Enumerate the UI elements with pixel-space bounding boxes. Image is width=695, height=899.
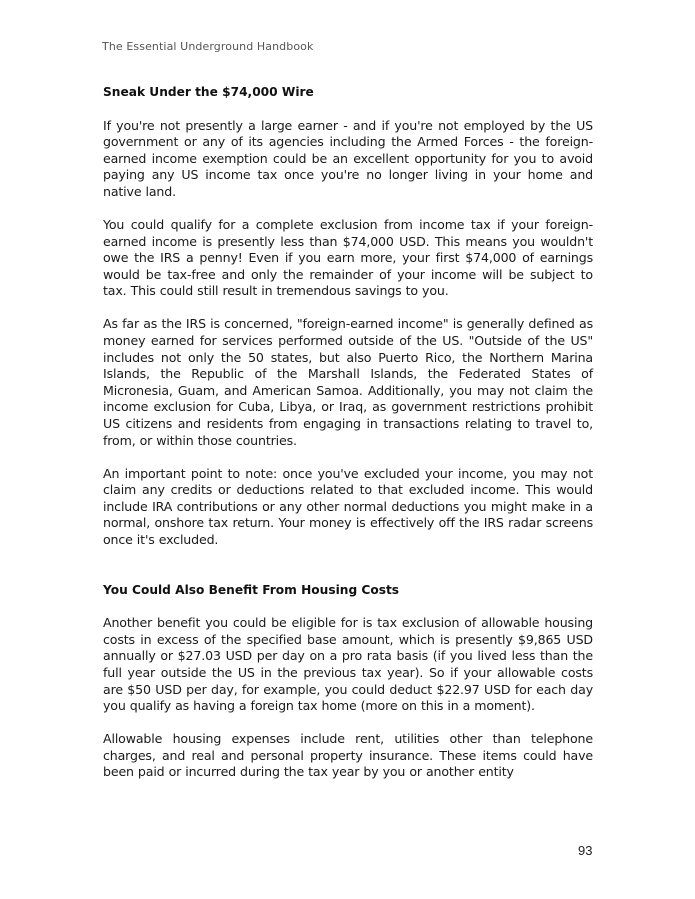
section-wire: [103, 84, 593, 549]
page-body: [103, 84, 593, 781]
section-heading: Sneak Under the $74,000 Wire: [103, 85, 314, 99]
page-number: 93: [578, 843, 593, 858]
paragraph: If you're not presently a large earner - and if you're not employed by the US government or any of its agencies including the Armed Forces - the foreign-earned income exemption could be an excellent opportunity for you to avoid paying any US income tax once you're no longer living in your home and native land.: [103, 117, 593, 199]
paragraph: Another benefit you could be eligible for is tax exclusion of allowable housing costs in excess of the specified base amount, which is presently $9,865 USD annually or $27.03 USD per day on a pro rata basis (if you lived less than the full year outside the US in the previous tax year). So if your allowable costs are $50 USD per day, for example, you could deduct $22.97 USD for each day you qualify as having a foreign tax home (more on this in a moment).: [103, 615, 593, 714]
paragraph: An important point to note: once you've excluded your income, you may not claim any credits or deductions related to that excluded income. This would include IRA contributions or any other normal deductions you might make in a normal, onshore tax return. Your money is effectively off the IRS radar screens once it's excluded.: [103, 465, 593, 548]
section-heading: You Could Also Benefit From Housing Costs: [103, 582, 400, 597]
running-header: The Essential Underground Handbook: [102, 40, 314, 53]
paragraph: As far as the IRS is concerned, "foreign-earned income" is generally defined as money earned for services performed outside of the US. "Outside of the US" includes not only the 50 states, but also Puerto Rico, the Northern Marina Islands, the Republic of the Marshall Islands, the Federated States of Micronesia, Guam, and American Samoa. Additionally, you may not claim the income exclusion for Cuba, Libya, or Iraq, as government restrictions prohibit US citizens and residents from engaging in transactions relating to travel to, from, or within those countries.: [103, 316, 593, 448]
section-housing: [103, 582, 593, 781]
paragraph: Allowable housing expenses include rent, utilities other than telephone charges, and real and personal property insurance. These items could have been paid or incurred during the tax year by you or another entity: [103, 731, 593, 780]
paragraph: You could qualify for a complete exclusion from income tax if your foreign-earned income is presently less than $74,000 USD. This means you wouldn't owe the IRS a penny! Even if you earn more, your first $74,000 of earnings would be tax-free and only the remainder of your income will be subject to tax. This could still result in tremendous savings to you.: [103, 216, 593, 299]
